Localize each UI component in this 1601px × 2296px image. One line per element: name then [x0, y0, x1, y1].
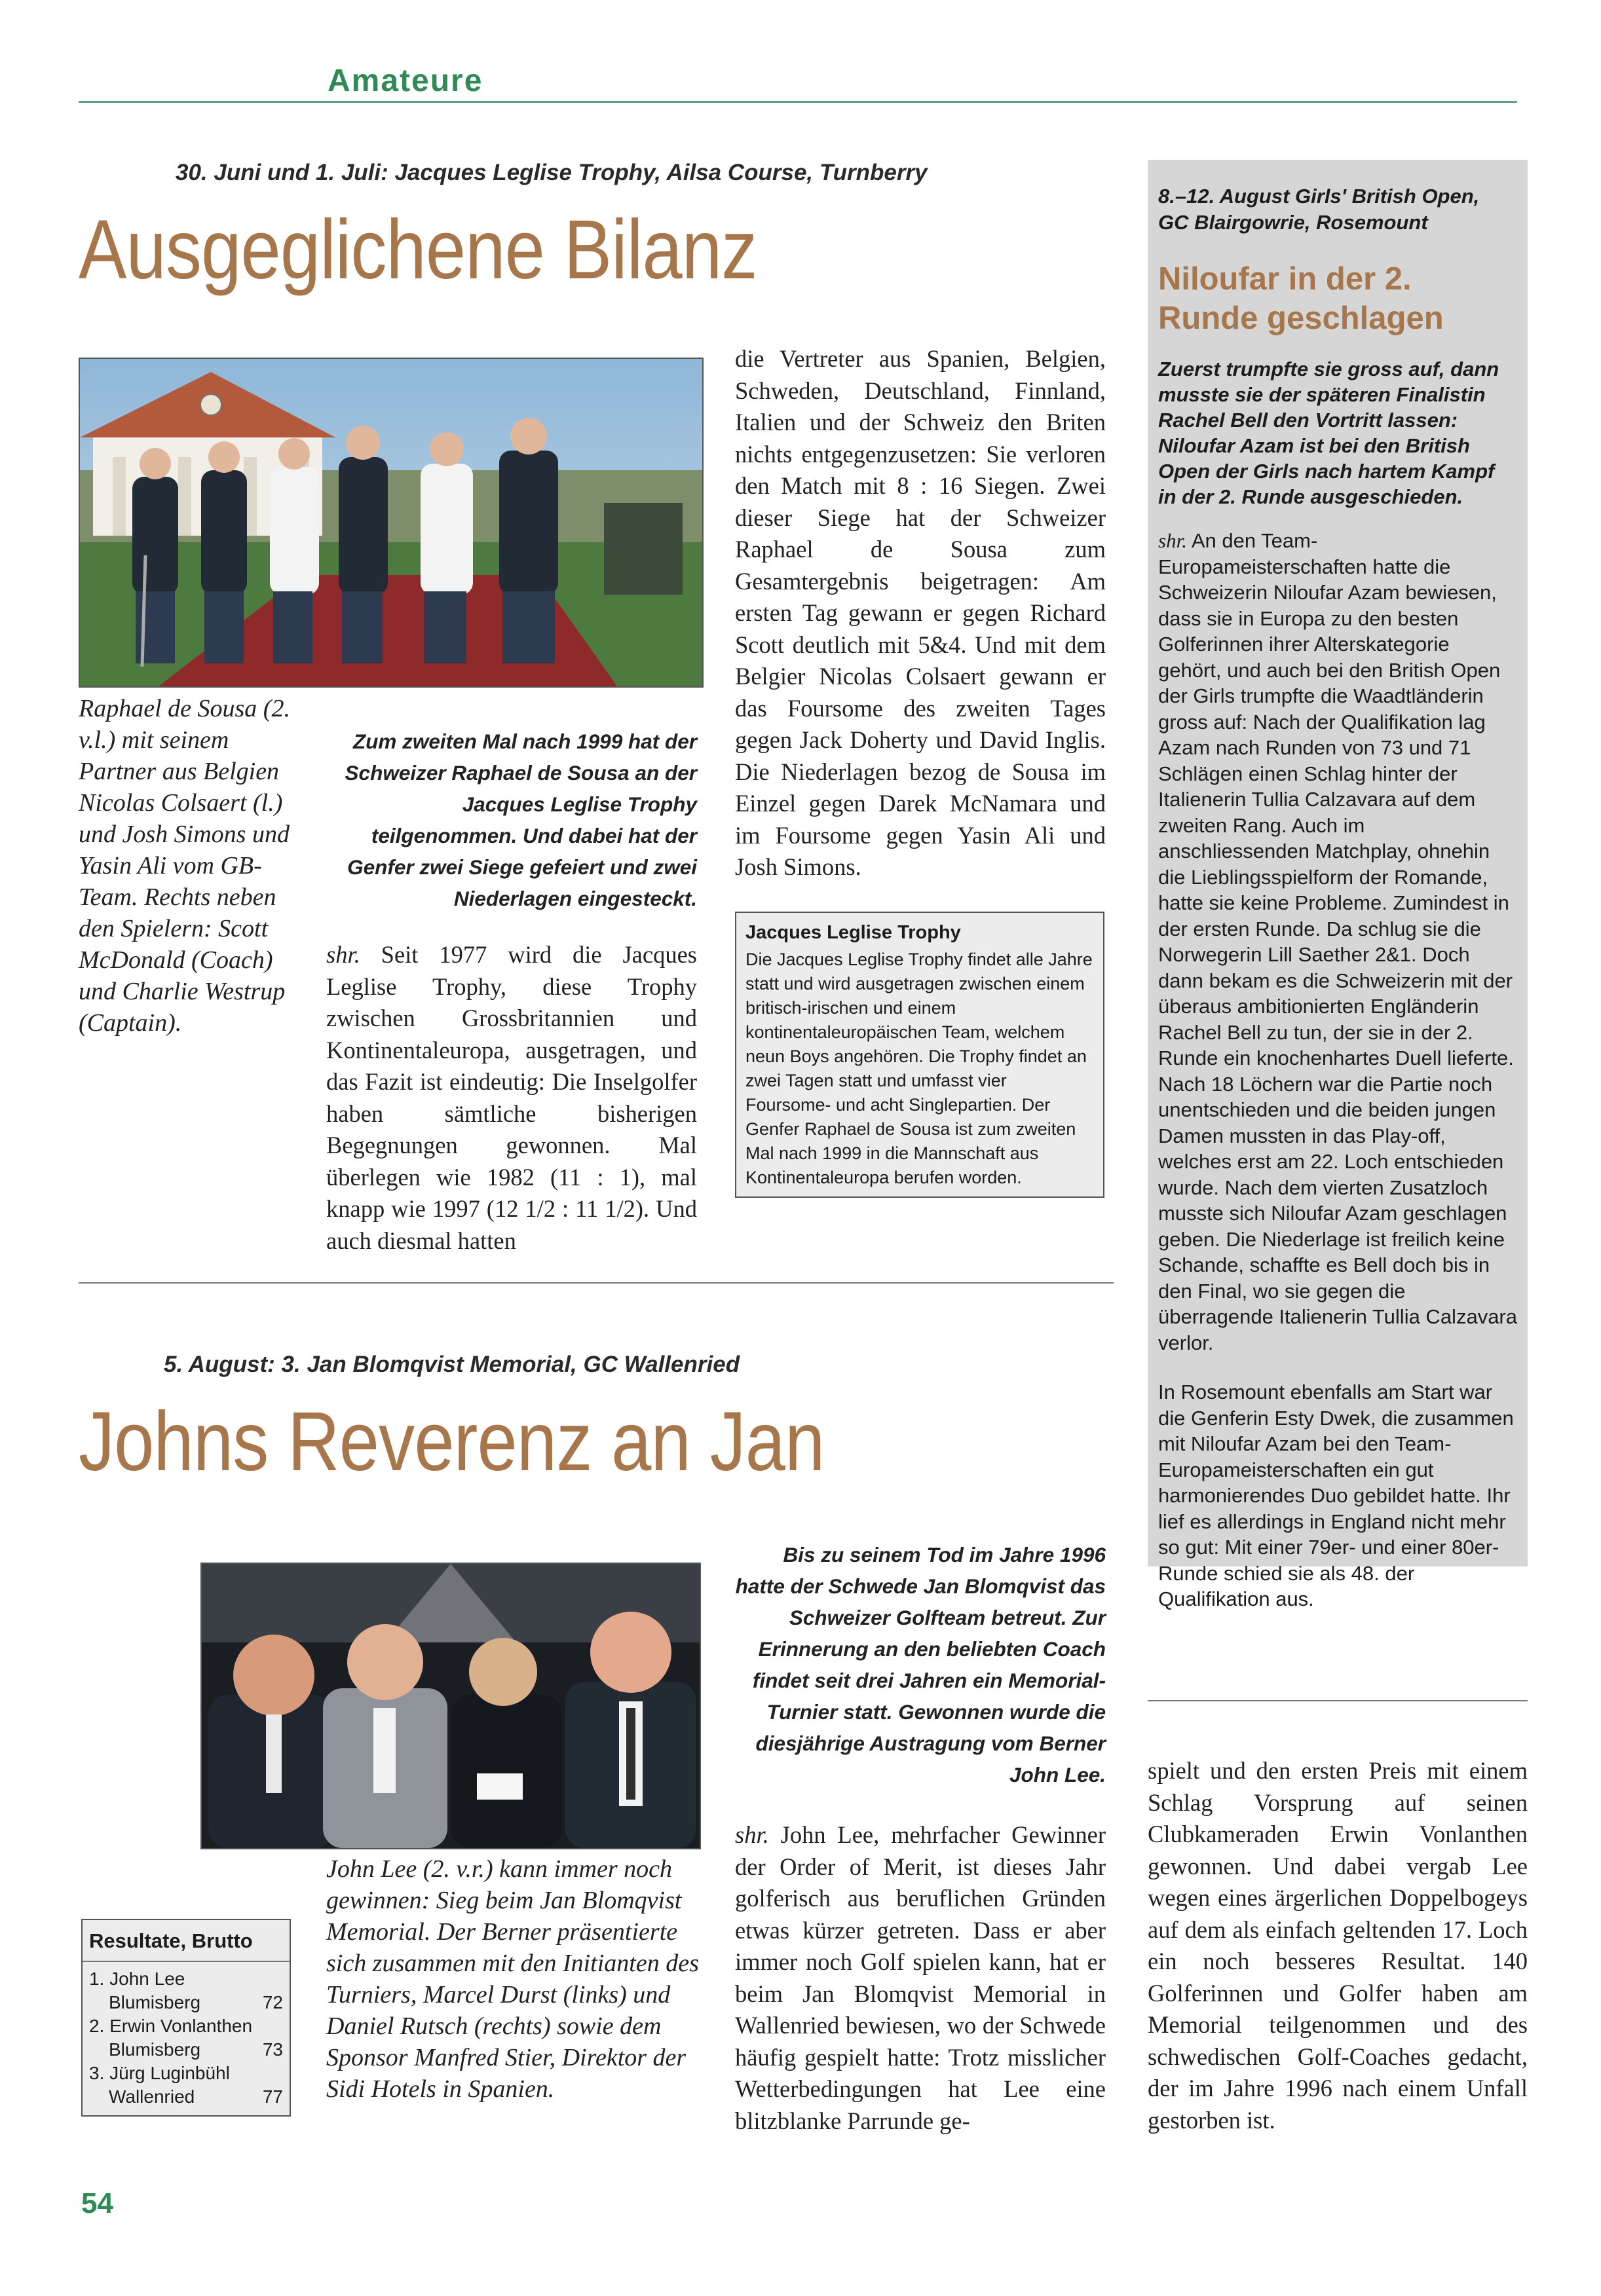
- article2-dateline: 5. August: 3. Jan Blomqvist Memorial, GC Wallenried: [164, 1352, 740, 1377]
- article2-body-col2: spielt und den ersten Preis mit einem Schlag Vorsprung auf seinen Clubkameraden Erwin Vonlanthen gewonnen. Und dabei vergab Lee wegen eines ärgerlichen Doppelbogeys auf dem als einfach geltenden 17. Loch ein noch besseres Resultat. 140 Golferinnen und Golfer haben am Memorial teilgenommen und des schwedischen Golf-Coaches gedacht, der im Jahre 1996 nach einem Unfall gestorben ist.: [1148, 1757, 1528, 2134]
- result-row: [83, 1967, 290, 2014]
- results-title: Resultate, Brutto: [83, 1920, 290, 1962]
- article1-photo-caption: Raphael de Sousa (2. v.l.) mit seinem Partner aus Belgien Nicolas Colsaert (l.) und Josh Simons und Yasin Ali vom GB-Team. Rechts neben den Spielern: Scott McDonald (Coach) und Charlie Westrup (Captain).: [79, 695, 290, 1037]
- article1-dateline: 30. Juni und 1. Juli: Jacques Leglise Trophy, Ailsa Course, Turnberry: [176, 160, 928, 185]
- article1-body-col1-text: Seit 1977 wird die Jacques Leglise Trophy, diese Trophy zwischen Grossbritannien und Kontinentaleuropa, ausgetragen, und das Fazit ist eindeutig: Die Inselgolfer haben sämtliche bisherigen Begegnungen gewonnen. Mal überlegen wie 1982 (11 : 1), mal knapp wie 1997 (12 1/2 : 11 1/2). Und auch diesmal hatten: [326, 941, 697, 1254]
- article1-headline: Ausgeglichene Bilanz: [79, 203, 757, 297]
- article2-body-col1-text: John Lee, mehrfacher Gewinner der Order of Merit, ist dieses Jahr golferisch aus beruflichen Gründen etwas kürzer getreten. Dass er aber immer noch Golf spielen kann, hat er beim Jan Blomqvist Memorial in Wallenried bewiesen, wo der Schwede häufig gespielt hatte: Trotz misslicher Wetterbedingungen hat Lee eine blitzblanke Parrunde ge-: [735, 1821, 1106, 2134]
- result-rank-name: 2. Erwin Vonlanthen: [89, 2016, 253, 2036]
- article2-winner-photo: [200, 1563, 701, 1849]
- result-row: [83, 2014, 290, 2062]
- article2-photo-caption: John Lee (2. v.r.) kann immer noch gewinnen: Sieg beim Jan Blomqvist Memorial. Der Berner präsentierte sich zusammen mit den Initianten des Turniers, Marcel Durst (links) und Daniel Rutsch (rechts) sowie dem Sponsor Manfred Stier, Direktor der Sidi Hotels in Spanien.: [326, 1855, 699, 2103]
- result-row: [83, 2062, 290, 2109]
- result-score: 72: [262, 1992, 283, 2012]
- article2-lead: Bis zu seinem Tod im Jahre 1996 hatte der Schwede Jan Blomqvist das Schweizer Golfteam betreut. Zur Erinnerung an den beliebten Coach findet seit drei Jahren ein Memorial-Turnier statt. Gewonnen wurde die diesjährige Austragung vom Berner John Lee.: [735, 1543, 1106, 1787]
- sidebar-text1: [1148, 509, 1528, 1356]
- team-photo-illustration: [80, 359, 702, 686]
- section-rule: [79, 101, 1517, 103]
- author-initials: shr.: [735, 1821, 769, 1848]
- winner-photo-illustration: [202, 1564, 700, 1848]
- results-box: [81, 1919, 291, 2117]
- article2-body-col1: [735, 1819, 1106, 2137]
- result-score: 77: [262, 2086, 283, 2107]
- sidebar-text2: In Rosemount ebenfalls am Start war die Genferin Esty Dwek, die zusammen mit Niloufar Azam bei den Team-Europameisterschaften ein gut harmonierendes Duo gebildet hatte. Ihr lief es allerdings in England nicht mehr so gut: Mit einer 79er- und einer 80er-Runde schied sie als 48. der Qualifikation aus.: [1158, 1380, 1514, 1610]
- article1-body-col1: [326, 939, 697, 1257]
- article1-body-col2: die Vertreter aus Spanien, Belgien, Schweden, Deutschland, Finnland, Italien und der Schweiz den Briten nichts entgegenzusetzen: Sie verloren den Match mit 8 : 16 Siegen. Zwei dieser Siege hat der Schweizer Raphael de Sousa zum Gesamtergebnis beigetragen: Am ersten Tag gewann er gegen Richard Scott deutlich mit 5&4. Und mit dem Belgier Nicolas Colsaert gewann er das Foursome des zweiten Tages gegen Jack Doherty und David Inglis. Die Niederlagen bezog de Sousa im Einzel gegen Darek McNamara und im Foursome gegen Yasin Ali und Josh Simons.: [735, 345, 1106, 880]
- result-rank-name: 1. John Lee: [89, 1969, 185, 1989]
- result-club: Blumisberg: [109, 1992, 201, 2012]
- result-rank-name: 3. Jürg Luginbühl: [89, 2063, 230, 2083]
- infobox-text: Die Jacques Leglise Trophy findet alle Jahre statt und wird ausgetragen zwischen einem britisch-irischen und einem kontinentaleuropäischen Team, welchem neun Boys angehören. Die Trophy findet an zwei Tagen statt und umfasst vier Foursome- und acht Singlepartien. Der Genfer Raphael de Sousa ist zum zweiten Mal nach 1999 in die Mannschaft aus Kontinentaleuropa berufen worden.: [745, 950, 1093, 1187]
- sidebar-divider: [1148, 1700, 1528, 1701]
- article-divider: [79, 1282, 1114, 1284]
- sidebar-title: Niloufar in der 2. Runde geschlagen: [1158, 261, 1444, 336]
- sidebar-author: shr.: [1158, 529, 1187, 552]
- section-label: Amateure: [328, 64, 483, 98]
- result-club: Wallenried: [109, 2086, 195, 2107]
- page-number: 54: [81, 2187, 113, 2219]
- sidebar-lead: Zuerst trumpfte sie gross auf, dann musste sie der späteren Finalistin Rachel Bell den Vortritt lassen: Niloufar Azam ist bei den British Open der Girls nach hartem Kampf in der 2. Runde ausgeschieden.: [1158, 358, 1499, 508]
- result-score: 73: [262, 2039, 283, 2060]
- article1-lead: Zum zweiten Mal nach 1999 hat der Schweizer Raphael de Sousa an der Jacques Leglise Trophy teilgenommen. Und dabei hat der Genfer zwei Siege gefeiert und zwei Niederlagen eingesteckt.: [345, 730, 697, 910]
- author-initials: shr.: [326, 941, 360, 968]
- article2-headline: Johns Reverenz an Jan: [79, 1395, 825, 1489]
- sidebar-dateline: 8.–12. August Girls' British Open, GC Blairgowrie, Rosemount: [1158, 185, 1480, 234]
- article1-infobox: [735, 912, 1104, 1198]
- article1-team-photo: [79, 358, 704, 688]
- sidebar-girls-british-open: [1148, 160, 1528, 1610]
- results-list: [83, 1962, 290, 2115]
- result-club: Blumisberg: [109, 2039, 201, 2060]
- sidebar-text1-body: An den Team-Europameisterschaften hatte die Schweizerin Niloufar Azam bewiesen, dass sie in Europa zu den besten Golferinnen ihrer Alterskategorie gehört, und auch bei den British Open der Girls trumpfte die Waadtländerin gross auf: Nach der Qualifikation lag Azam nach Runden von 73 und 71 Schlägen einen Schlag hinter der Italienerin Tullia Calzavara auf dem zweiten Rang. Auch im anschliessenden Matchplay, ohnehin die Lieblingsspielform der Romande, hatte sie keine Probleme. Zumindest in der ersten Runde. Da schlug sie die Norwegerin Lill Saether 2&1. Doch dann bekam es die Schweizerin mit der überaus ambitionierten Engländerin Rachel Bell zu tun, der sie in der 2. Runde ein knochenhartes Duell lieferte. Nach 18 Löchern war die Partie noch unentschieden und die beiden jungen Damen mussten in das Play-off, welches erst am 22. Loch entschieden wurde. Nach dem vierten Zusatzloch musste sich Niloufar Azam geschlagen geben. Die Niederlage ist freilich keine Schande, schaffte es Bell doch bis in den Final, wo sie gegen die überragende Italienerin Tullia Calzavara verlor.: [1158, 529, 1517, 1354]
- infobox-title: Jacques Leglise Trophy: [745, 922, 961, 943]
